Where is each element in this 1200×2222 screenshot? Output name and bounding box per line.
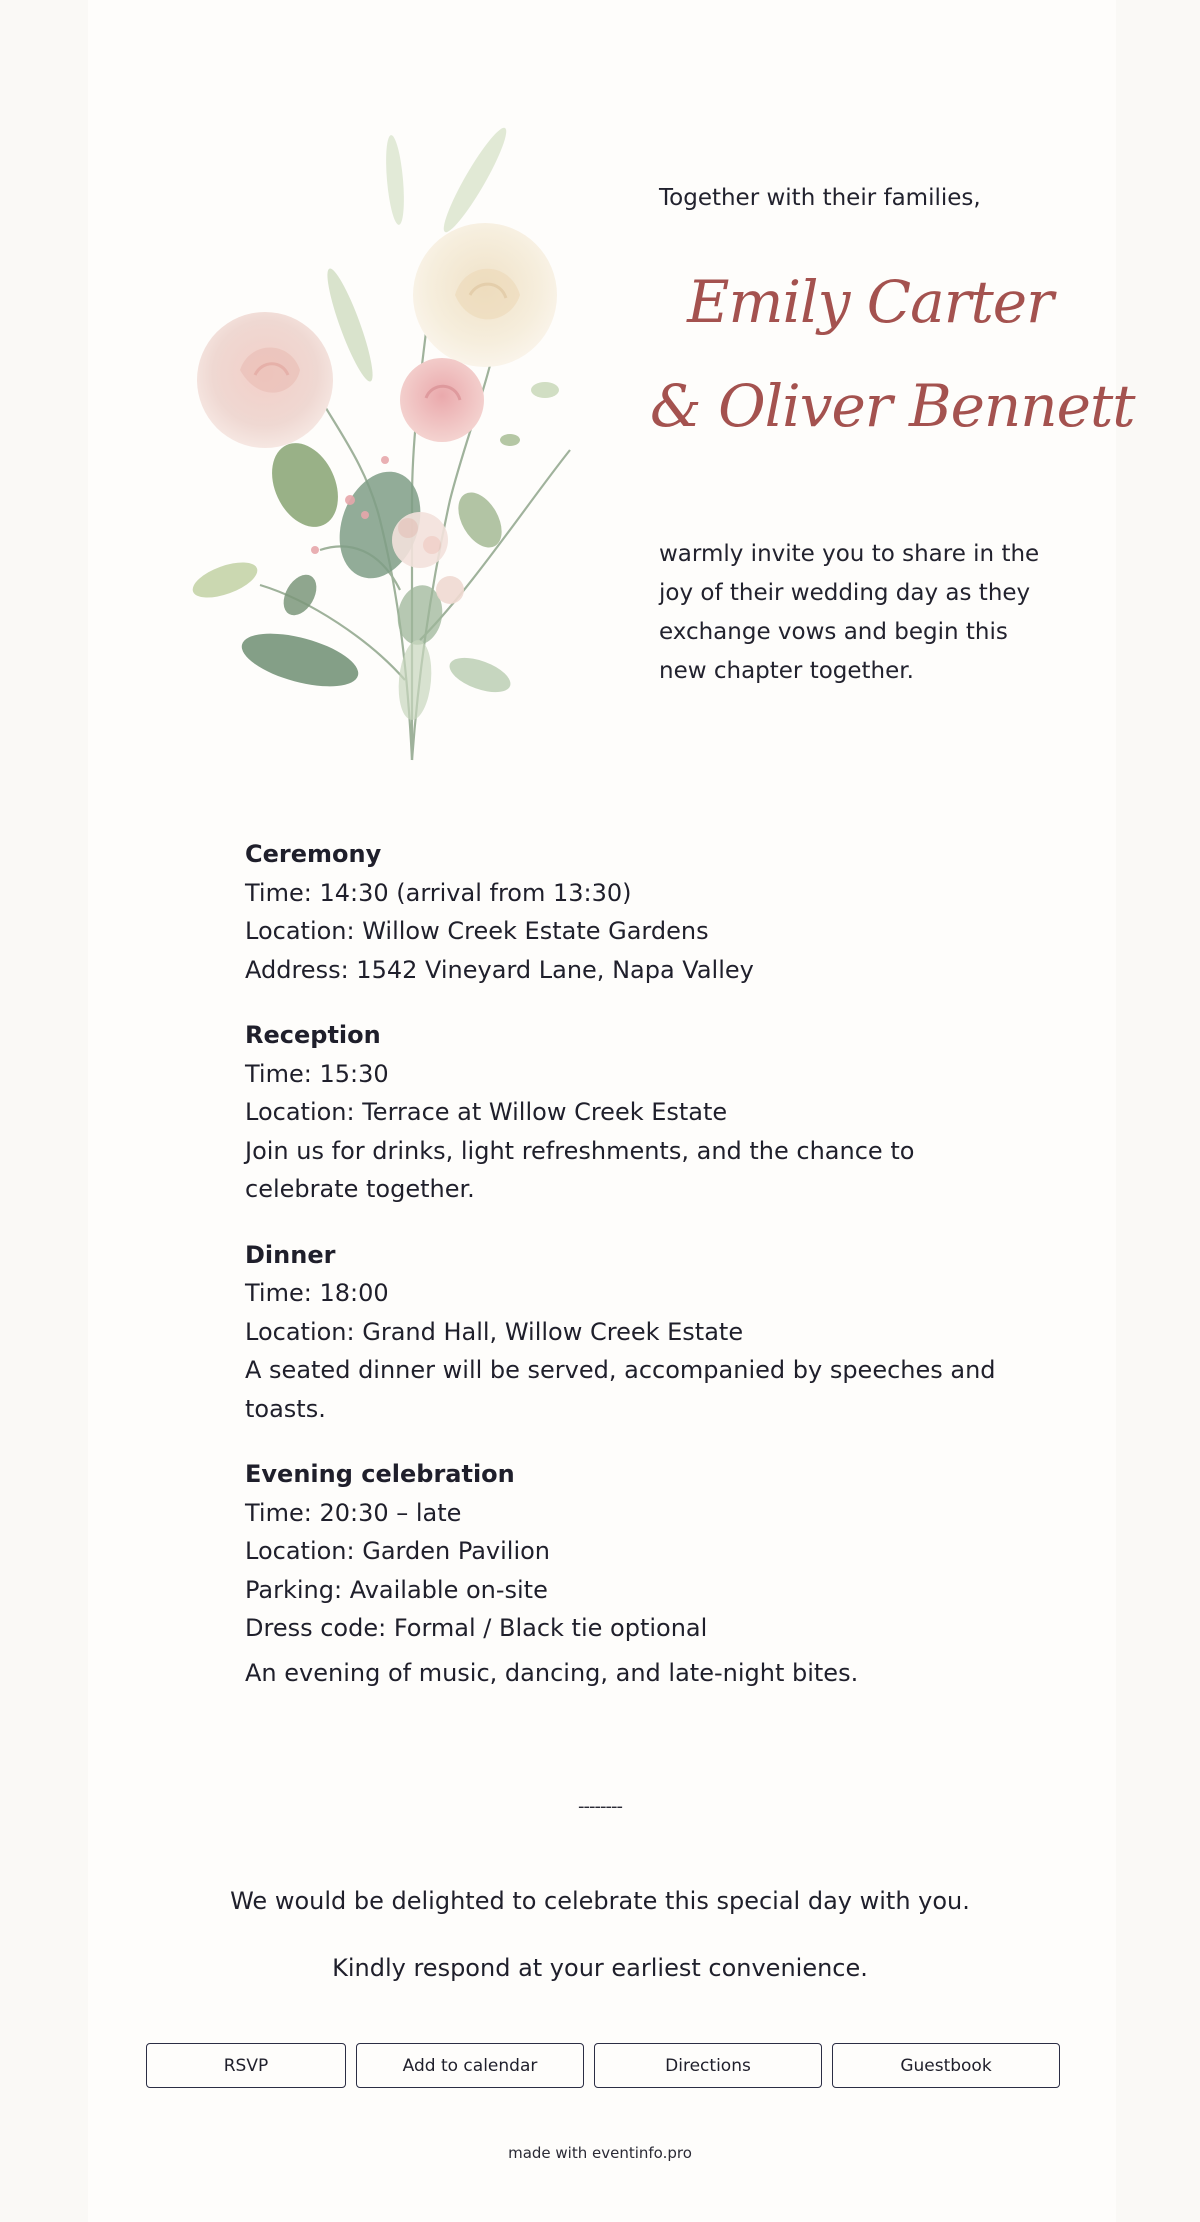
reception-title: Reception — [245, 1021, 381, 1049]
evening-dress-code: Dress code: Formal / Black tie optional — [245, 1614, 708, 1642]
dinner-note: A seated dinner will be served, accompanied by speeches and toasts. — [245, 1356, 996, 1423]
action-buttons — [146, 2043, 1060, 2090]
delighted-message: We would be delighted to celebrate this special day with you. — [230, 1887, 970, 1915]
evening-title: Evening celebration — [245, 1460, 515, 1488]
dinner-location: Location: Grand Hall, Willow Creek Estate — [245, 1317, 744, 1346]
invitation-text: warmly invite you to share in the joy of their wedding day as they exchange vows and begin this new chapter together. — [659, 541, 1040, 684]
rsvp-button[interactable]: RSVP — [146, 2043, 346, 2088]
ceremony-section — [245, 835, 1015, 989]
reception-note: Join us for drinks, light refreshments, and the chance to celebrate together. — [245, 1136, 915, 1203]
groom-name: & Oliver Bennett — [650, 372, 1135, 440]
footer-credit[interactable]: made with eventinfo.pro — [508, 2144, 692, 2162]
ceremony-title: Ceremony — [245, 840, 382, 868]
directions-button[interactable]: Directions — [594, 2043, 822, 2088]
reception-location: Location: Terrace at Willow Creek Estate — [245, 1098, 728, 1126]
evening-section — [245, 1455, 1015, 1692]
evening-time: Time: 20:30 – late — [245, 1498, 462, 1527]
evening-note: An evening of music, dancing, and late-night bites. — [245, 1658, 859, 1687]
event-schedule — [245, 835, 1015, 1719]
ceremony-location: Location: Willow Creek Estate Gardens — [245, 917, 709, 945]
reception-section — [245, 1016, 1015, 1209]
dinner-section — [245, 1236, 1015, 1429]
bride-name: Emily Carter — [687, 268, 1053, 336]
guestbook-button[interactable]: Guestbook — [832, 2043, 1060, 2088]
dinner-title: Dinner — [245, 1240, 336, 1269]
couple-names — [650, 250, 1135, 458]
respond-message: Kindly respond at your earliest convenience. — [332, 1954, 868, 1982]
evening-location: Location: Garden Pavilion — [245, 1537, 551, 1565]
together-with-families: Together with their families, — [659, 185, 981, 211]
add-to-calendar-button[interactable]: Add to calendar — [356, 2043, 584, 2088]
dinner-time: Time: 18:00 — [245, 1279, 389, 1307]
section-divider: -------- — [578, 1796, 622, 1817]
evening-parking: Parking: Available on-site — [245, 1575, 548, 1604]
ceremony-time: Time: 14:30 (arrival from 13:30) — [245, 878, 632, 907]
ceremony-address: Address: 1542 Vineyard Lane, Napa Valley — [245, 955, 754, 984]
floral-bouquet-icon — [150, 120, 610, 770]
reception-time: Time: 15:30 — [245, 1059, 389, 1088]
